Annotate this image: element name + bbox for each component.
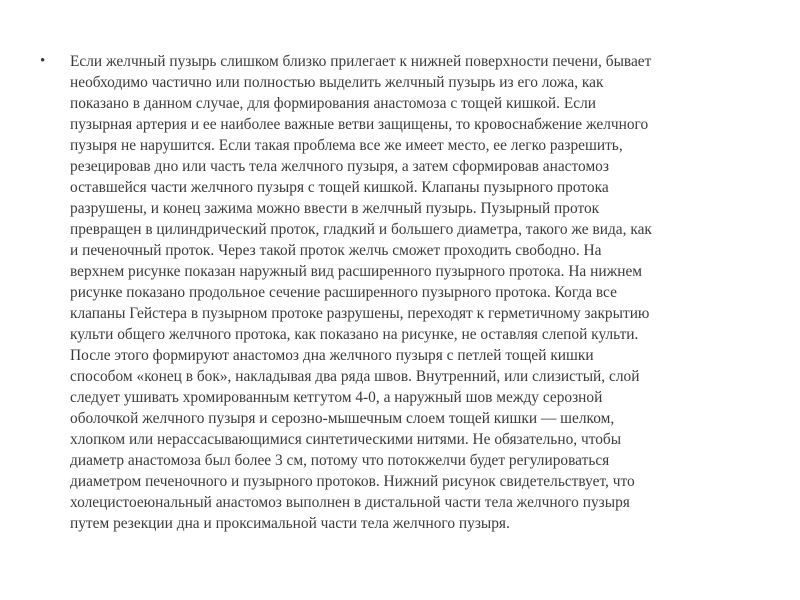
paragraph-line: Если желчный пузырь слишком близко прилегает к нижней поверхности печени, бывает (70, 53, 652, 70)
paragraph-line: способом «конец в бок», накладывая два ряда швов. Внутренний, или слизистый, слой (70, 368, 640, 385)
paragraph-line: клапаны Гейстера в пузырном протоке разрушены, переходят к герметичному закрытию (70, 305, 650, 322)
paragraph-line: пузырная артерия и ее наиболее важные ветви защищены, то кровоснабжение желчного (70, 116, 649, 133)
paragraph-line: и печеночный проток. Через такой проток желчь сможет проходить свободно. На (70, 242, 602, 259)
paragraph-line: диаметром печеночного и пузырного протоков. Нижний рисунок свидетельствует, что (70, 473, 635, 490)
paragraph-line: оболочкой желчного пузыря и серозно-мышечным слоем тощей кишки — шелком, (70, 410, 615, 427)
paragraph-line: рисунке показано продольное сечение расширенного пузырного протока. Когда все (70, 284, 617, 301)
paragraph-line: диаметр анастомоза был более 3 см, потому что потокжелчи будет регулироваться (70, 452, 610, 469)
paragraph-line: верхнем рисунке показан наружный вид расширенного пузырного протока. На нижнем (70, 263, 643, 280)
paragraph-line: резецировав дно или часть тела желчного пузыря, а затем сформировав анастомоз (70, 158, 609, 175)
paragraph-line: холецистоеюнальный анастомоз выполнен в дистальной части тела желчного пузыря (70, 494, 630, 511)
paragraph-line: необходимо частично или полностью выделить желчный пузырь из его ложа, как (70, 74, 604, 91)
paragraph-line: показано в данном случае, для формирования анастомоза с тощей кишкой. Если (70, 95, 597, 112)
paragraph-line: хлопком или нерассасывающимися синтетическими нитями. Не обязательно, чтобы (70, 431, 622, 448)
body-paragraph (70, 51, 748, 534)
paragraph-line: пузыря не нарушится. Если такая проблема все же имеет место, ее легко разрешить, (70, 137, 623, 154)
bullet-marker: • (40, 53, 46, 69)
paragraph-line: разрушены, и конец зажима можно ввести в желчный пузырь. Пузырный проток (70, 200, 600, 217)
paragraph-line: превращен в цилиндрический проток, гладкий и большего диаметра, такого же вида, как (70, 221, 652, 238)
paragraph-line: оставшейся части желчного пузыря с тощей кишкой. Клапаны пузырного протока (70, 179, 609, 196)
paragraph-line: культи общего желчного протока, как показано на рисунке, не оставляя слепой культи. (70, 326, 639, 343)
paragraph-line: путем резекции дна и проксимальной части тела желчного пузыря. (70, 515, 510, 532)
paragraph-line: После этого формируют анастомоз дна желчного пузыря с петлей тощей кишки (70, 347, 594, 364)
paragraph-line: следует ушивать хромированным кетгутом 4-0, а наружный шов между серозной (70, 389, 603, 406)
